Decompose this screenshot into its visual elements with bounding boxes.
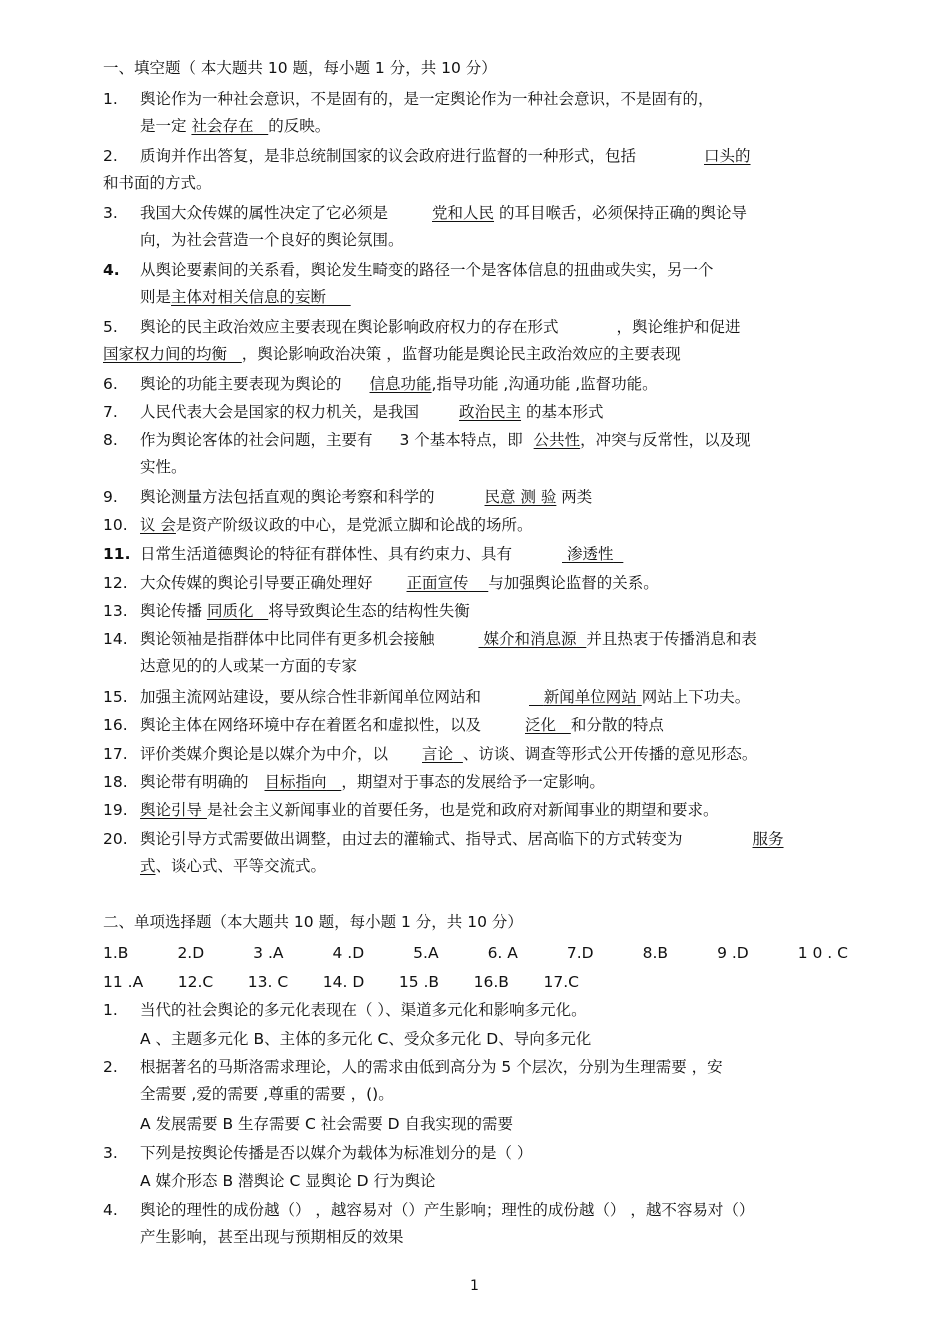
- item-3-line1: 3. 我国大众传媒的属性决定了它必须是 党和人民 的耳目喉舌，必须保持正确的舆论导: [103, 204, 747, 222]
- item-2-line2: 和书面的方式。: [103, 174, 212, 192]
- item-12: 12. 大众传媒的舆论引导要正确处理好 正面宣传 与加强舆论监督的关系。: [103, 574, 659, 592]
- item-1-line2: 是一定 社会存在 的反映。: [140, 117, 331, 135]
- answer-6: 信息功能: [369, 375, 432, 393]
- item-14-line2: 达意见的的人或某一方面的专家: [140, 657, 358, 675]
- item-20-line2: 式、谈心式、平等交流式。: [140, 857, 327, 875]
- item-14-line1: 14. 舆论领袖是指群体中比同伴有更多机会接触 媒介和消息源 并且热衷于传播消息和表: [103, 630, 757, 648]
- answer-5: 国家权力间的均衡: [103, 345, 228, 363]
- question-3: 3. 下列是按舆论传播是否以媒介为载体为标准划分的是（ ）: [103, 1144, 533, 1162]
- item-5-line1: 5. 舆论的民主政治效应主要表现在舆论影响政府权力的存在形式 ，舆论维护和促进: [103, 318, 741, 336]
- item-10: 10. 议 会是资产阶级议政的中心，是党派立脚和论战的场所。: [103, 516, 533, 534]
- answer-4: 主体对相关信息的妄断: [171, 288, 327, 306]
- item-5-line2: 国家权力间的均衡 ，舆论影响政治决策 ，监督功能是舆论民主政治效应的主要表现: [103, 345, 681, 363]
- item-7: 7. 人民代表大会是国家的权力机关，是我国 政治民主 的基本形式: [103, 403, 604, 421]
- answer-11: 渗透性: [566, 545, 614, 563]
- question-2-line2: 全需要 ,爱的需要 ,尊重的需要 ，()。: [140, 1085, 394, 1103]
- answer-3: 党和人民: [432, 204, 495, 222]
- item-8-line1: 8. 作为舆论客体的社会问题，主要有 3 个基本特点，即 公共性，冲突与反常性，以及现: [103, 431, 751, 449]
- answer-19: 舆论引导: [140, 801, 203, 819]
- item-8-line2: 实性。: [140, 458, 187, 476]
- item-18: 18. 舆论带有明确的 目标指向 ，期望对于事态的发展给予一定影响。: [103, 773, 605, 791]
- question-1: 1. 当代的社会舆论的多元化表现在（ ）、渠道多元化和影响多元化。: [103, 1001, 587, 1019]
- answer-7: 政治民主: [459, 403, 522, 421]
- question-4-line2: 产生影响，甚至出现与预期相反的效果: [140, 1228, 404, 1246]
- item-2-line1: 2. 质询并作出答复，是非总统制国家的议会政府进行监督的一种形式，包括 口头的: [103, 147, 751, 165]
- question-2-options: A 发展需要 B 生存需要 C 社会需要 D 自我实现的需要: [140, 1115, 513, 1133]
- answer-2: 口头的: [704, 147, 751, 165]
- item-15: 15. 加强主流网站建设，要从综合性非新闻单位网站和 新闻单位网站 网站上下功夫。: [103, 688, 751, 706]
- answer-9: 民意 测 验: [484, 488, 557, 506]
- item-4-line1: 4. 从舆论要素间的关系看，舆论发生畸变的路径一个是客体信息的扭曲或失实，另一个: [103, 261, 714, 279]
- answer-1: 社会存在: [191, 117, 254, 135]
- item-19: 19. 舆论引导 是社会主义新闻事业的首要任务，也是党和政府对新闻事业的期望和要求。: [103, 801, 719, 819]
- item-1-line1: 1. 舆论作为一种社会意识，不是固有的，是一定舆论作为一种社会意识，不是固有的，: [103, 90, 714, 108]
- item-20-line1: 20. 舆论引导方式需要做出调整，由过去的灌输式、指导式、居高临下的方式转变为 服务: [103, 830, 784, 848]
- answer-10: 议 会: [140, 516, 176, 534]
- item-13: 13. 舆论传播 同质化 将导致舆论生态的结构性失衡: [103, 602, 470, 620]
- answer-14: 媒介和消息源: [483, 630, 577, 648]
- section1-title: 一、填空题（ 本大题共 10 题，每小题 1 分，共 10 分）: [103, 59, 497, 77]
- item-11: 11. 日常生活道德舆论的特征有群体性、具有约束力、具有 渗透性: [103, 545, 614, 563]
- answer-18: 目标指向: [264, 773, 327, 791]
- item-9: 9. 舆论测量方法包括直观的舆论考察和科学的 民意 测 验 两类: [103, 488, 593, 506]
- answer-13: 同质化: [206, 602, 254, 620]
- item-4-line2: 则是主体对相关信息的妄断: [140, 288, 327, 306]
- item-17: 17. 评价类媒介舆论是以媒介为中介，以 言论 、访谈、调查等形式公开传播的意见形态。: [103, 745, 758, 763]
- answer-16: 泛化: [525, 716, 557, 734]
- item-16: 16. 舆论主体在网络环境中存在着匿名和虚拟性，以及 泛化 和分散的特点: [103, 716, 664, 734]
- answer-key-row2: 11 .A 12.C 13. C 14. D 15 .B 16.B 17.C: [103, 973, 579, 991]
- question-4: 4. 舆论的理性的成份越（） ，越容易对（）产生影响；理性的成份越（） ，越不容易对（）: [103, 1201, 755, 1219]
- question-1-options: A 、主题多元化 B、主体的多元化 C、受众多元化 D、导向多元化: [140, 1030, 592, 1048]
- answer-12: 正面宣传: [406, 574, 469, 592]
- section2-title: 二、单项选择题（本大题共 10 题，每小题 1 分，共 10 分）: [103, 913, 523, 931]
- answer-15: 新闻单位网站: [543, 688, 637, 706]
- question-2: 2. 根据著名的马斯洛需求理论，人的需求由低到高分为 5 个层次，分别为生理需要 ，安: [103, 1058, 723, 1076]
- answer-20: 服务: [752, 830, 784, 848]
- answer-key-row1: 1.B 2.D 3 .A 4 .D 5.A 6. A 7.D 8.B 9 .D 1 0 . C: [103, 944, 848, 962]
- page-number: 1: [470, 1278, 479, 1294]
- question-3-options: A 媒介形态 B 潜舆论 C 显舆论 D 行为舆论: [140, 1172, 436, 1190]
- item-3-line2: 向，为社会营造一个良好的舆论氛围。: [140, 231, 404, 249]
- answer-8: 公共性: [533, 431, 581, 449]
- answer-17: 言论: [422, 745, 454, 763]
- item-6: 6. 舆论的功能主要表现为舆论的 信息功能,指导功能 ,沟通功能 ,监督功能。: [103, 375, 658, 393]
